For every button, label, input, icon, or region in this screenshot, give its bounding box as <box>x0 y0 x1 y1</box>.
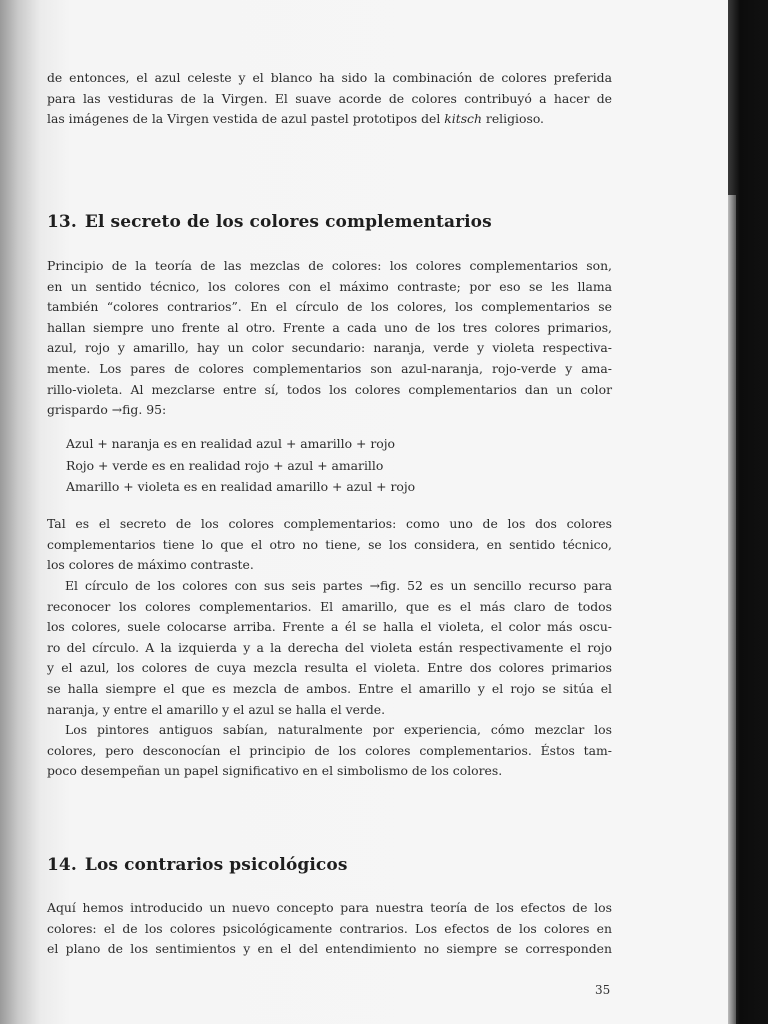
text-segment: religioso. <box>481 111 544 127</box>
section-title: El secreto de los colores complementarios <box>84 212 492 232</box>
text-line: para las vestiduras de la Virgen. El suave acorde de colores contribuyó a hacer de <box>47 90 612 106</box>
text-line: los colores, suele colocarse arriba. Frente a él se halla el violeta, el color más oscu- <box>47 619 612 635</box>
section-14-heading <box>47 855 612 875</box>
text-line: Los pintores antiguos sabían, naturalmente por experiencia, cómo mezclar los <box>65 722 612 737</box>
section-number: 14. <box>47 855 77 875</box>
section-number: 13. <box>47 212 77 232</box>
text-line: complementarios tiene lo que el otro no tiene, se los considera, en sentido técnico, <box>47 536 612 552</box>
text-line: se halla siempre el que es mezcla de ambos. Entre el amarillo y el rojo se sitúa el <box>47 680 612 696</box>
book-edge-shadow <box>728 0 768 1024</box>
section-title: Los contrarios psicológicos <box>84 855 348 875</box>
formula-line: Rojo + verde es en realidad rojo + azul + amarillo <box>66 457 384 473</box>
text-line: colores: el de los colores psicológicamente contrarios. Los efectos de los colores en <box>47 920 612 936</box>
text-line: colores, pero desconocían el principio de los colores complementarios. Éstos tam- <box>47 742 612 758</box>
italic-term: kitsch <box>444 111 482 127</box>
section-13-heading <box>47 212 612 232</box>
text-line: poco desempeñan un papel significativo en el simbolismo de los colores. <box>47 763 503 779</box>
formula-line: Amarillo + violeta es en realidad amarillo + azul + rojo <box>66 479 416 494</box>
page-edge-strip <box>728 195 736 1024</box>
text-line: y el azul, los colores de cuya mezcla resulta el violeta. Entre dos colores primarios <box>47 660 612 676</box>
text-segment: las imágenes de la Virgen vestida de azul pastel prototipos del <box>47 111 445 127</box>
text-line: naranja, y entre el amarillo y el azul se halla el verde. <box>47 701 386 717</box>
text-line: El círculo de los colores con sus seis partes →fig. 52 es un sencillo recurso para <box>65 578 612 593</box>
text-line: azul, rojo y amarillo, hay un color secundario: naranja, verde y violeta respectiva- <box>47 340 612 356</box>
text-line <box>47 109 612 130</box>
page-number: 35 <box>595 983 611 997</box>
intro-paragraph <box>47 68 612 130</box>
text-line: mente. Los pares de colores complementarios son azul-naranja, rojo-verde y ama- <box>47 360 612 376</box>
text-line: de entonces, el azul celeste y el blanco ha sido la combinación de colores preferida <box>47 70 612 85</box>
text-line: ro del círculo. A la izquierda y a la derecha del violeta están respectivamente el rojo <box>47 639 612 655</box>
text-line: los colores de máximo contraste. <box>47 557 254 573</box>
text-line: hallan siempre uno frente al otro. Frente a cada uno de los tres colores primarios, <box>47 319 612 335</box>
text-line: Principio de la teoría de las mezclas de colores: los colores complementarios son, <box>47 258 612 273</box>
text-line: también “colores contrarios”. En el círculo de los colores, los complementarios se <box>47 299 612 315</box>
section-13-paragraph-2 <box>47 514 612 576</box>
text-line: el plano de los sentimientos y en el del entendimiento no siempre se corresponden <box>47 941 612 957</box>
text-line: rillo-violeta. Al mezclarse entre sí, todos los colores complementarios dan un color <box>47 381 612 397</box>
text-line: Aquí hemos introducido un nuevo concepto para nuestra teoría de los efectos de los <box>47 900 612 915</box>
section-13-paragraph-4 <box>47 720 612 782</box>
color-mix-formulas <box>66 433 415 498</box>
formula-line: Azul + naranja es en realidad azul + amarillo + rojo <box>66 436 395 451</box>
text-line: grispardo →fig. 95: <box>47 402 167 418</box>
section-14-paragraph-1 <box>47 898 612 960</box>
section-13-paragraph-3 <box>47 576 612 720</box>
text-line: reconocer los colores complementarios. El amarillo, que es el más claro de todos <box>47 598 612 614</box>
section-13-paragraph-1 <box>47 256 612 421</box>
text-line: en un sentido técnico, los colores con el máximo contraste; por eso se les llama <box>47 278 612 294</box>
text-line: Tal es el secreto de los colores complementarios: como uno de los dos colores <box>47 516 612 531</box>
